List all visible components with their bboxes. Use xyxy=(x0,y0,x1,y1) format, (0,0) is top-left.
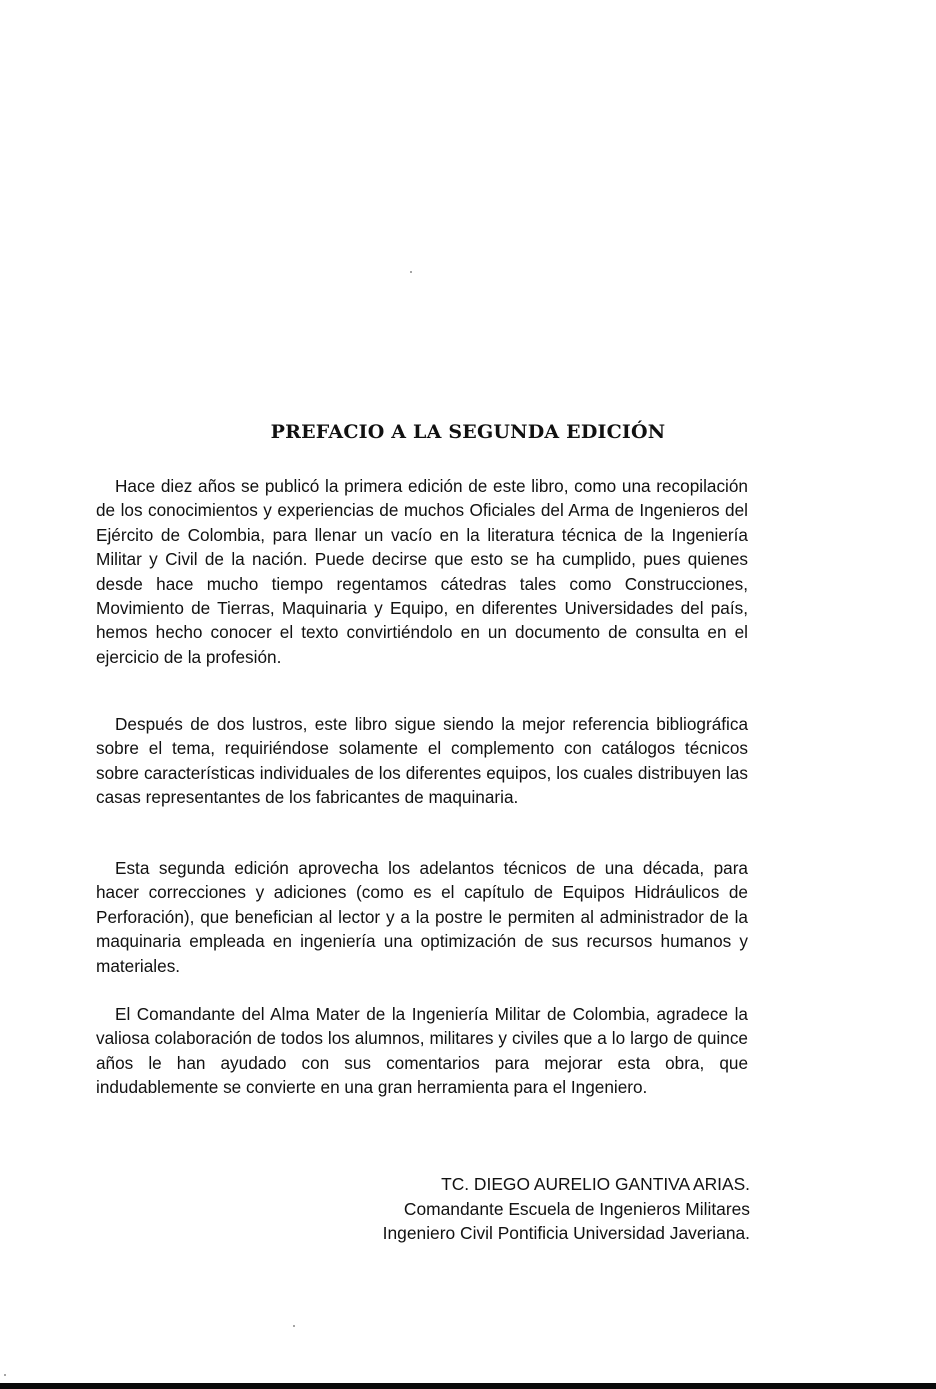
paragraph: Esta segunda edición aprovecha los adelantos técnicos de una década, para hacer correcciones y adiciones (como es el capítulo de Equipos Hidráulicos de Perforación), que benefician al lector y a la postre le permiten al administrador de la maquinaria empleada en ingeniería una optimización de sus recursos humanos y materiales. xyxy=(96,858,748,976)
paragraph: El Comandante del Alma Mater de la Ingeniería Militar de Colombia, agradece la valiosa colaboración de todos los alumnos, militares y civiles que a lo largo de quince años le han ayudado con sus comentarios para mejorar esta obra, que indudablemente se convierte en una gran herramienta para el Ingeniero. xyxy=(96,1004,748,1098)
paragraph: Después de dos lustros, este libro sigue siendo la mejor referencia bibliográfica sobre el tema, requiriéndose solamente el complemento con catálogos técnicos sobre características individuales de los diferentes equipos, los cuales distribuyen las casas representantes de los fabricantes de maquinaria. xyxy=(96,714,748,808)
scan-edge-bar xyxy=(0,1383,936,1389)
paragraph: Hace diez años se publicó la primera edición de este libro, como una recopilación de los conocimientos y experiencias de muchos Oficiales del Arma de Ingenieros del Ejército de Colombia, para llenar un vacío en la literatura técnica de la Ingeniería Militar y Civil de la nación. Puede decirse que esto se ha cumplido, pues quienes desde hace mucho tiempo regentamos cátedras tales como Construcciones, Movimiento de Tierras, Maquinaria y Equipo, en diferentes Universidades del país, hemos hecho conocer el texto convirtiéndolo en un documento de consulta en el ejercicio de la profesión. xyxy=(96,476,748,667)
signature-name: TC. DIEGO AURELIO GANTIVA ARIAS. xyxy=(441,1174,750,1194)
scan-speck xyxy=(293,1325,295,1327)
signature-block xyxy=(280,1172,750,1246)
scan-speck xyxy=(4,1374,6,1376)
scan-speck xyxy=(410,271,412,273)
signature-position: Comandante Escuela de Ingenieros Militares xyxy=(403,1198,750,1219)
page-title xyxy=(0,421,936,443)
page-title-text: PREFACIO A LA SEGUNDA EDICIÓN xyxy=(270,421,666,443)
signature-credential: Ingeniero Civil Pontificia Universidad Javeriana. xyxy=(382,1223,750,1243)
